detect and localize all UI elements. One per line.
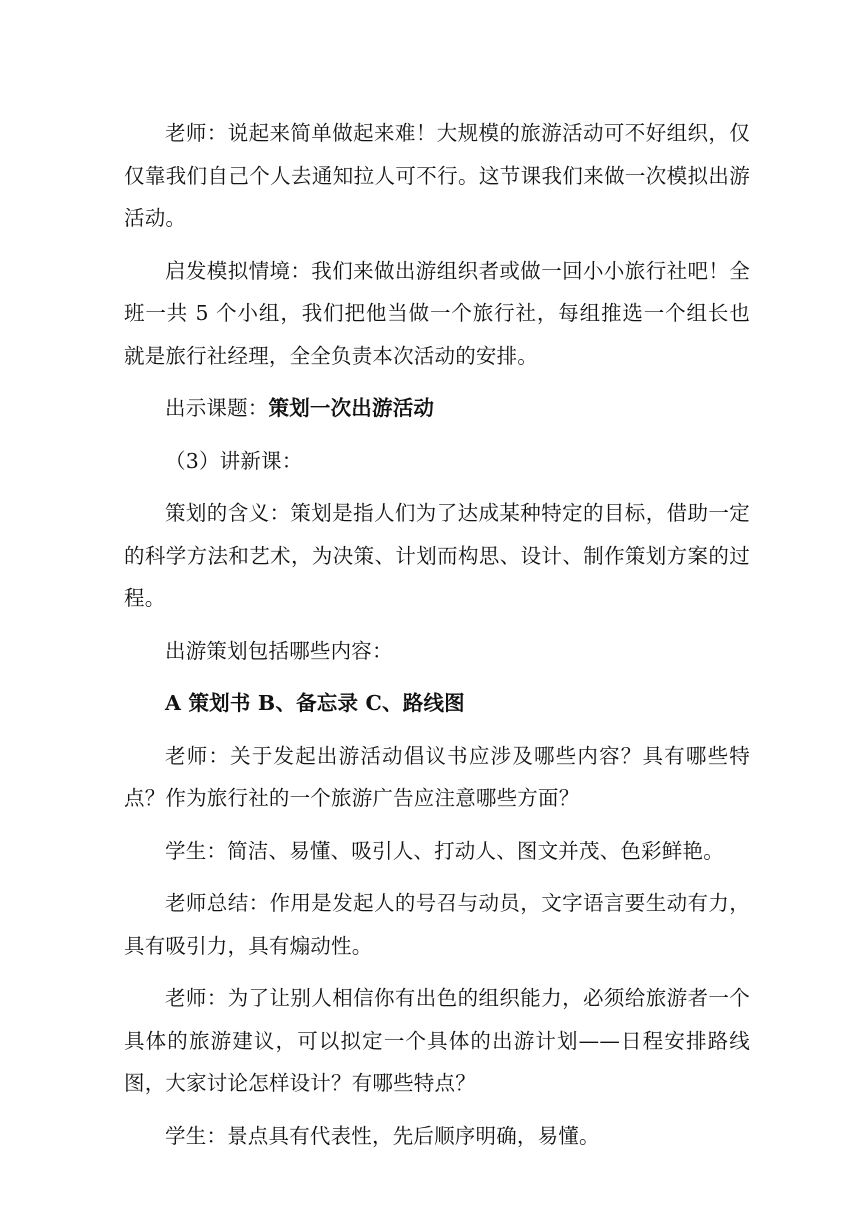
paragraph-teacher-summary (124, 882, 750, 967)
topic-title: 策划一次出游活动 (268, 396, 435, 420)
paragraph-text: 老师总结：作用是发起人的号召与动员，文字语言要生动有力，具有吸引力，具有煽动性。 (124, 891, 750, 958)
paragraph-topic (124, 387, 750, 430)
paragraph-text: 出游策划包括哪些内容： (165, 638, 393, 663)
paragraph-section-heading (124, 440, 750, 483)
paragraph-text: 老师：关于发起出游活动倡议书应涉及哪些内容？具有哪些特点？作为旅行社的一个旅游广告应注意哪些方面？ (124, 743, 750, 810)
paragraph-student-route-answer (124, 1115, 750, 1158)
paragraph-text: 学生：景点具有代表性，先后顺序明确，易懂。 (165, 1123, 600, 1148)
paragraph-student-answer (124, 830, 750, 873)
paragraph-teacher-intro (124, 112, 750, 240)
document-body (124, 112, 750, 1167)
paragraph-scenario (124, 250, 750, 378)
paragraph-text: 老师：为了让别人相信你有出色的组织能力，必须给旅游者一个具体的旅游建议，可以拟定一个具体的出游计划——日程安排路线图，大家讨论怎样设计？有哪些特点？ (124, 986, 750, 1095)
paragraph-teacher-route (124, 977, 750, 1105)
topic-label: 出示课题： (165, 396, 269, 420)
paragraph-teacher-question (124, 735, 750, 820)
paragraph-definition (124, 492, 750, 620)
options-list: A 策划书 B、备忘录 C、路线图 (165, 691, 465, 715)
paragraph-options (124, 682, 750, 725)
paragraph-text: 老师：说起来简单做起来难！大规模的旅游活动可不好组织，仅仅靠我们自己个人去通知拉人可不行。这节课我们来做一次模拟出游活动。 (124, 121, 750, 230)
section-heading: （3）讲新课： (165, 448, 303, 473)
paragraph-planning-contents (124, 630, 750, 673)
paragraph-text: 策划的含义：策划是指人们为了达成某种特定的目标，借助一定的科学方法和艺术，为决策、计划而构思、设计、制作策划方案的过程。 (124, 501, 750, 610)
paragraph-text: 学生：简洁、易懂、吸引人、打动人、图文并茂、色彩鲜艳。 (165, 838, 724, 863)
paragraph-text: 启发模拟情境：我们来做出游组织者或做一回小小旅行社吧！全班一共 5 个小组，我们把他当做一个旅行社，每组推选一个组长也就是旅行社经理，全全负责本次活动的安排。 (124, 258, 750, 368)
